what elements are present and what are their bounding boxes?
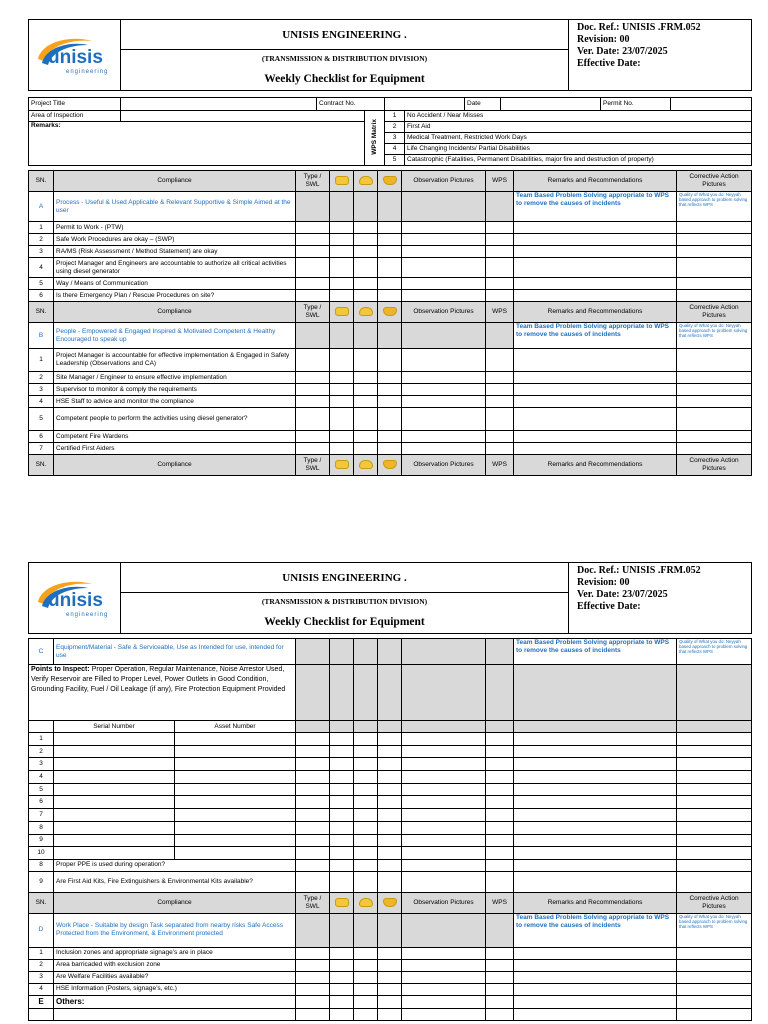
table-row[interactable]: 9 Are First Aid Kits, Fire Extinguishers & Environmental Kits available? [29, 871, 752, 892]
section-d-header: D Work Place - Suitable by design Task separated from nearby risks Safe Access Protected from the Environment, & Environment protected Team Based Problem Solving appropriate to WPS to remove the causes of incidents Quality of What you do: Neyyah based approach to problem solving that reflects WPS [29, 913, 752, 947]
thumbs-down-icon [383, 176, 397, 185]
column-header-row: SN. Compliance Type / SWL Observation Pictures WPS Remarks and Recommendations Corrective Action Pictures [29, 455, 752, 476]
column-header-row: SN. Compliance Type / SWL Observation Pictures WPS Remarks and Recommendations Corrective Action Pictures [29, 171, 752, 192]
wps-level-3: Medical Treatment, Restricted Work Days [405, 133, 752, 144]
table-row[interactable]: 5 Competent people to perform the activities using diesel generator? [29, 408, 752, 431]
permit-no-field[interactable] [671, 98, 752, 111]
table-row[interactable]: 3 [29, 758, 752, 771]
points-to-inspect: Points to Inspect: Proper Operation, Regular Maintenance, Noise Arrestor Used, Verify Reservoir are Filled to Proper Level, Power Outlets in Good Condition, Grounding Facility, Fuel / Oil Leakage (if any), Fire Protection Equipment Provided [29, 665, 296, 721]
svg-text:engineering: engineering [65, 69, 108, 75]
points-to-inspect-row [29, 665, 752, 721]
header-table [28, 19, 752, 91]
table-row[interactable]: 1 Permit to Work - (PTW) [29, 222, 752, 234]
table-row[interactable]: 1 Inclusion zones and appropriate signage’s are in place [29, 947, 752, 959]
column-header-row: SN. Compliance Type / SWL Observation Pictures WPS Remarks and Recommendations Corrective Action Pictures [29, 892, 752, 913]
document-reference-block: Doc. Ref.: UNISIS .FRM.052 Revision: 00 Ver. Date: 23/07/2025 Effective Date: [569, 563, 752, 634]
section-b-header: B People - Empowered & Engaged Inspired & Motivated Competent & Healthy Encouraged to speak up Team Based Problem Solving appropriate to WPS to remove the causes of incidents Quality of What you do: Neyyah based approach to problem solving that reflects WPS [29, 323, 752, 349]
table-row[interactable]: 2 Site Manager / Engineer to ensure effective implementation [29, 372, 752, 384]
column-header-row: SN. Compliance Type / SWL Observation Pictures WPS Remarks and Recommendations Corrective Action Pictures [29, 302, 752, 323]
company-name: UNISIS ENGINEERING . [121, 563, 569, 593]
thumbs-down-icon [383, 898, 397, 907]
wps-level-1: No Accident / Near Misses [405, 111, 752, 122]
logo-wordmark: unisis [47, 590, 103, 611]
table-row[interactable]: 8 Proper PPE is used during operation? [29, 859, 752, 871]
table-row[interactable]: 6 Is there Emergency Plan / Rescue Procedures on site? [29, 290, 752, 302]
contract-no-label: Contract No. [317, 98, 385, 111]
svg-text:engineering: engineering [65, 612, 108, 618]
company-name: UNISIS ENGINEERING . [121, 20, 569, 50]
table-row[interactable] [29, 1008, 752, 1020]
table-row[interactable]: 1 Project Manager is accountable for effective implementation & Engaged in Safety Leadership (Observations and CA) [29, 349, 752, 372]
thumbs-sideways-icon [335, 307, 349, 316]
date-label: Date [465, 98, 501, 111]
section-e-header: E Others: [29, 995, 752, 1008]
table-row[interactable]: 4 [29, 771, 752, 784]
table-row[interactable]: 3 RA/MS (Risk Assessment / Method Statement) are okay [29, 246, 752, 258]
thumbs-sideways-icon [335, 176, 349, 185]
table-row[interactable]: 10 [29, 847, 752, 860]
unisis-logo-icon [32, 576, 118, 620]
date-field[interactable] [501, 98, 601, 111]
table-row[interactable]: 5 Way / Means of Communication [29, 278, 752, 290]
table-row[interactable]: 4 HSE Staff to advice and monitor the compliance [29, 396, 752, 408]
table-row[interactable]: 9 [29, 834, 752, 847]
table-row[interactable]: 3 Supervisor to monitor & comply the requirements [29, 384, 752, 396]
wps-level-2: First Aid [405, 122, 752, 133]
project-title-field[interactable] [121, 98, 317, 111]
project-title-label: Project Title [29, 98, 121, 111]
thumbs-up-icon [359, 307, 373, 316]
thumbs-sideways-icon [335, 460, 349, 469]
page-2 [28, 562, 751, 1021]
thumbs-up-icon [359, 898, 373, 907]
table-row[interactable]: 6 [29, 796, 752, 809]
contract-no-field[interactable] [385, 98, 465, 111]
area-label: Area of Inspection [29, 111, 121, 122]
page-1 [28, 19, 751, 476]
form-title: Weekly Checklist for Equipment [121, 68, 569, 91]
table-row[interactable]: 2 Area barricaded with exclusion zone [29, 959, 752, 971]
header-table [28, 562, 752, 634]
wps-level-5: Catastrophic (Fatalities, Permanent Disabilities, major fire and destruction of property) [405, 155, 752, 166]
table-row[interactable]: 6 Competent Fire Wardens [29, 431, 752, 443]
document-reference-block: Doc. Ref.: UNISIS .FRM.052 Revision: 00 Ver. Date: 23/07/2025 Effective Date: [569, 20, 752, 91]
logo-wordmark: unisis [47, 47, 103, 68]
division-name: (TRANSMISSION & DISTRIBUTION DIVISION) [121, 593, 569, 612]
table-row[interactable]: 7 [29, 809, 752, 822]
checklist-table-p1 [28, 170, 752, 476]
section-a-header: A Process - Useful & Used Applicable & Relevant Supportive & Simple Aimed at the user Team Based Problem Solving appropriate to WPS to remove the causes of incidents Quality of What you do: Neyyah based approach to problem solving that reflects WPS [29, 192, 752, 222]
table-row[interactable]: 5 [29, 783, 752, 796]
checklist-table-p2 [28, 638, 752, 1021]
thumbs-down-icon [383, 460, 397, 469]
area-field[interactable] [121, 111, 365, 122]
table-row[interactable]: 7 Certified First Aiders [29, 443, 752, 455]
table-row[interactable]: 8 [29, 821, 752, 834]
thumbs-sideways-icon [335, 898, 349, 907]
thumbs-up-icon [359, 460, 373, 469]
company-logo [29, 563, 121, 634]
serial-asset-header: Serial Number Asset Number [29, 721, 752, 733]
unisis-logo-icon [32, 33, 118, 77]
thumbs-down-icon [383, 307, 397, 316]
table-row[interactable]: 1 [29, 733, 752, 746]
project-info-table: Project Title Contract No. Date Permit No. Area of Inspection WPS Matrix 1 No Accident / Near Misses Remarks: 2 First Aid 3 Medical Treatment, Restricted Work Days 4 Life Changing Incidents/ Partial Disabilities 5 Catastrophic (Fatalities, Permanent Disabilities, major fire and destruction of property) [28, 97, 752, 166]
form-title: Weekly Checklist for Equipment [121, 611, 569, 634]
table-row[interactable]: 2 [29, 745, 752, 758]
company-logo [29, 20, 121, 91]
table-row[interactable]: 2 Safe Work Procedures are okay – (SWP) [29, 234, 752, 246]
permit-no-label: Permit No. [601, 98, 671, 111]
wps-level-4: Life Changing Incidents/ Partial Disabilities [405, 144, 752, 155]
remarks-field[interactable]: Remarks: [29, 122, 365, 166]
wps-matrix-label: WPS Matrix [365, 111, 385, 166]
section-c-header: C Equipment/Material - Safe & Serviceable, Use as Intended for use, intended for use Team Based Problem Solving appropriate to WPS to remove the causes of incidents Quality of What you do: Neyyah based approach to problem solving that reflects WPS [29, 639, 752, 665]
thumbs-up-icon [359, 176, 373, 185]
table-row[interactable]: 3 Are Welfare Facilities available? [29, 971, 752, 983]
table-row[interactable]: 4 HSE Information (Posters, signage’s, etc.) [29, 983, 752, 995]
division-name: (TRANSMISSION & DISTRIBUTION DIVISION) [121, 50, 569, 69]
table-row[interactable]: 4 Project Manager and Engineers are accountable to authorize all critical activities using diesel generator [29, 258, 752, 278]
